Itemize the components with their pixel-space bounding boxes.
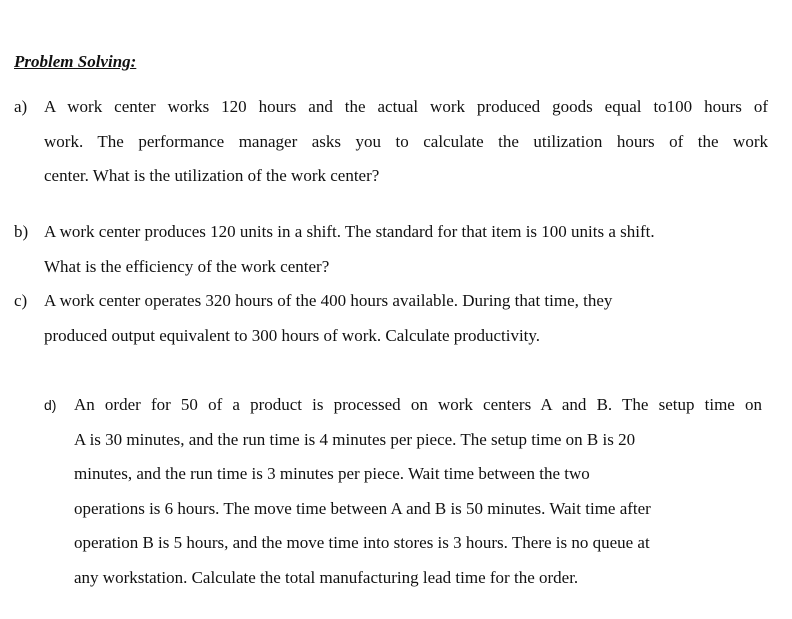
problem-a-text [44, 97, 768, 201]
text-line: A work center produces 120 units in a shift. The standard for that item is 100 units a shift. [44, 222, 655, 241]
problem-b-marker: b) [14, 222, 29, 241]
text-line: center. What is the utilization of the work center? [44, 166, 380, 185]
text-line: produced output equivalent to 300 hours of work. Calculate productivity. [44, 325, 541, 345]
problem-c-marker: c) [14, 291, 28, 310]
problem-c-text [44, 291, 768, 360]
text-line: What is the efficiency of the work center? [44, 256, 330, 276]
section-heading: Problem Solving: [14, 52, 137, 71]
text-line: A is 30 minutes, and the run time is 4 minutes per piece. The setup time on B is 20 [74, 429, 636, 449]
text-line: work. The performance manager asks you to calculate the utilization hours of the work [44, 131, 768, 151]
text-line: operation B is 5 hours, and the move time into stores is 3 hours. There is no queue at [74, 533, 650, 552]
problem-d-marker: d) [44, 397, 57, 413]
text-line: An order for 50 of a product is processed on work centers A and B. The setup time on [74, 395, 762, 414]
problem-d-text [74, 395, 762, 602]
text-line: A work center operates 320 hours of the 400 hours available. During that time, they [44, 291, 613, 310]
text-line: operations is 6 hours. The move time between A and B is 50 minutes. Wait time after [74, 498, 651, 518]
text-line: A work center works 120 hours and the actual work produced goods equal to100 hours of [44, 97, 768, 116]
text-line: minutes, and the run time is 3 minutes per piece. Wait time between the two [74, 464, 590, 483]
problem-b-text [44, 222, 768, 291]
problem-a-marker: a) [14, 97, 28, 116]
text-line: any workstation. Calculate the total manufacturing lead time for the order. [74, 567, 579, 587]
